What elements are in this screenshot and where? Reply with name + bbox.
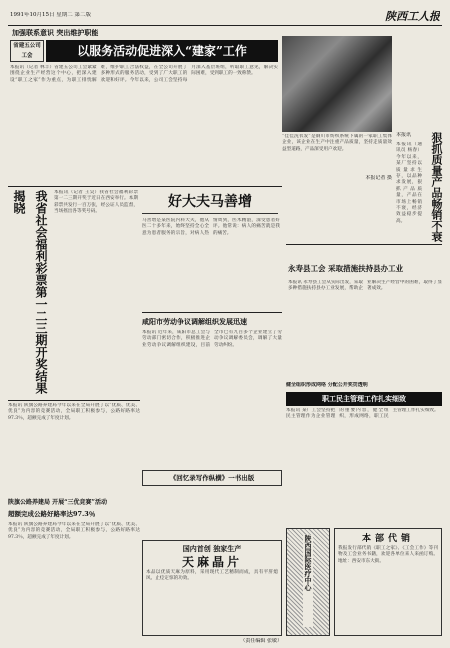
right-byline: 本报讯: [396, 132, 412, 138]
ad-book: 《回忆录写作纵横》一书出版: [142, 470, 282, 486]
left-feature-body: 本报讯（记者 王昊）我省社会福利彩票第一二三期开奖于近日在西安举行。本期彩票共发行一百万张，经公证人员监督，当场摇出各等奖号码。: [54, 190, 138, 215]
right-vertical-headline: 狠抓质量产品畅销不衰: [430, 132, 443, 242]
news-photo: [282, 36, 392, 132]
lower-left-headline: 陕旗公路养建局 开展“三优竞赛”活动: [8, 499, 107, 506]
left-feature-headline: 我省社会福利彩票第一二三期开奖结果揭晓: [12, 190, 48, 394]
paper-name: 陕西工人报: [385, 10, 440, 23]
lead-headline: 以服务活动促进深入“建家”工作: [46, 40, 278, 62]
divider-left: [8, 186, 282, 187]
ad-medicine-line1: 国内首创 独家生产: [182, 544, 242, 553]
ad-medicine-body: 本品以优质天麻为原料，采用现代工艺精制而成，具有平肝熄风、止痉定惊的功效。: [146, 570, 278, 582]
lower-left-body: 本报讯 陕旗公路养建局今年以来在全局开展了以“优质、优美、优良”为内容的竞赛活动，全局职工积极参与，公路好路率达97.3％，超额完成了年度计划。: [8, 522, 140, 540]
lead-body: 本报讯（记者 林丰）省建五公司工会紧紧围绕企业生产经营这个中心，把深入建设“职工之家”作为重点，为职工排忧解难，维护职工合法权益，在全公司开展了多种形式的服务活动，受到了广大职工的欢迎和好评。今年以来，公司工会坚持每月深入基层班组，听取职工意见，解决实际困难，受到职工的一致称赞。: [10, 65, 278, 83]
right-body: 本报讯（通讯员 杨春）今年以来，某厂坚持以质量求生存，以品种求发展，狠抓产品质量，产品在市场上畅销不衰，经济效益稳步提高。: [396, 142, 422, 224]
top-slogan: 加强联系意识 突出维护职能: [12, 28, 99, 37]
divider-right: [286, 244, 442, 245]
pattern-box: [286, 528, 330, 636]
footer-note: （责任编辑 张敏）: [240, 638, 282, 644]
mid-headline: 咸阳市劳动争议调解组织发展迅速: [142, 317, 247, 326]
ad-notice-title: 本部代销: [361, 534, 414, 544]
ad-notice: [334, 528, 442, 636]
center-body: 马善增是某医院内科大夫，他从医二十多年来，始终坚持全心全意为患者服务的宗旨，对病人热情周到，医术精湛，深受患者好评。他常说：病人的痛苦就是我的痛苦。: [142, 218, 280, 236]
mid-body: 本报讯 近年来，咸阳市总工会与劳动部门密切合作，积极推进企业劳动争议调解组织建设，目前全市已有九百多个企业建立了劳动争议调解委员会，调解了大量劳动纠纷。: [142, 330, 282, 348]
date-line: 1991年10月15日 星期二 第二版: [10, 12, 91, 18]
ad-medicine-line2: 天麻晶片: [181, 555, 242, 569]
recruit-body: 本报讯 某厂工会坚持把民主管理作为企业管理的重要内容，健全组织，形成网络，职工民主管理工作扎实细致。: [286, 408, 439, 420]
lead-kicker: 省建五公司 工会: [10, 40, 44, 62]
masthead-rule: [8, 25, 442, 26]
recruit-headline: 职工民主管理工作扎实细致: [286, 392, 442, 406]
divider-lower-left: [8, 400, 140, 401]
recruit-title: 健全组织形成网络 分配公开奖罚透明: [286, 382, 368, 388]
pattern-box-text: 陕西国际医疗中心: [303, 535, 313, 627]
photo-credit: 本报记者 摄: [365, 175, 392, 181]
divider-mid: [142, 312, 282, 313]
right-mid-body: 本报讯 永寿县工会从实际出发，采取多种措施扶持县办工业发展，帮助企业解决生产经营中的困难，取得了显著成效。: [288, 280, 442, 292]
ad-notice-body: 我报发行部代销《职工之家》、《工会工作》等刊物及工会业务书籍，欢迎各单位来人来函订购。地址：西安市东大街。: [338, 546, 438, 564]
lower-left-subhead: 超额完成公路好路率达97.3％: [8, 510, 96, 518]
lower-left-filler: 本报讯 陕旗公路养建局今年以来在全局开展了以“优质、优美、优良”为内容的竞赛活动，全局职工积极参与，公路好路率达97.3％，超额完成了年度计划。: [8, 403, 140, 421]
center-headline: 好大夫马善增: [142, 190, 278, 214]
ad-medicine: [142, 540, 282, 636]
photo-caption: “佳佳洗衣发”是铜川市纺织系统下属的一家职工集体企业，该企业在生产中注重产品质量，坚持走质量效益型道路，产品深受用户欢迎。: [282, 134, 392, 152]
right-mid-headline: 永寿县工会 采取措施扶持县办工业: [288, 264, 404, 273]
